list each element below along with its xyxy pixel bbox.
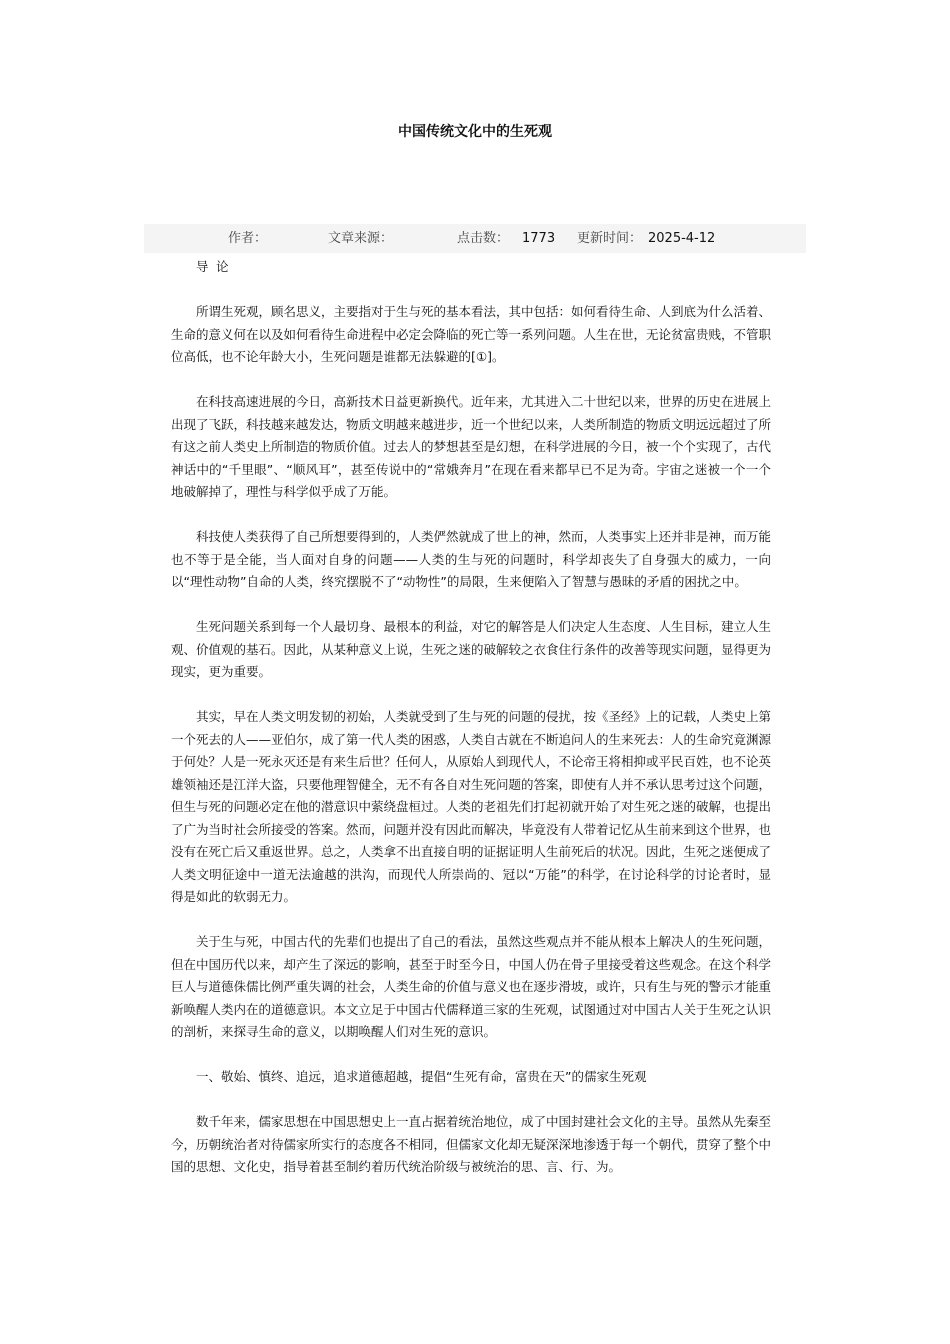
section-heading-intro: 导论 [196, 259, 237, 274]
article-body [171, 256, 771, 1201]
article-paragraph: 生死问题关系到每一个人最切身、最根本的利益，对它的解答是人们决定人生态度、人生目标，建立人生观、价值观的基石。因此，从某种意义上说，生死之迷的破解较之衣食住行条件的改善等现实问题，显得更为现实，更为重要。 [171, 619, 772, 679]
page-title: 中国传统文化中的生死观 [398, 124, 552, 140]
updated-value: 2025-4-12 [648, 231, 716, 246]
hits-value: 1773 [522, 231, 556, 246]
section-heading-confucian: 一、敬始、慎终、追远，追求道德超越，提倡“生死有命，富贵在天”的儒家生死观 [196, 1069, 647, 1084]
article-paragraph: 在科技高速进展的今日，高新技术日益更新换代。近年来，尤其进入二十世纪以来，世界的历史在进展上出现了飞跃，科技越来越发达，物质文明越来越进步，近一个世纪以来，人类所制造的物质文明远远超过了所有这之前人类史上所制造的物质价值。过去人的梦想甚至是幻想，在科学进展的今日，被一个个实现了，古代神话中的“千里眼”、“顺风耳”，甚至传说中的“常娥奔月”在现在看来都早已不足为奇。宇宙之迷被一个一个地破解掉了，理性与科学似乎成了万能。 [171, 394, 772, 499]
article-paragraph: 数千年来，儒家思想在中国思想史上一直占据着统治地位，成了中国封建社会文化的主导。虽然从先秦至今，历朝统治者对待儒家所实行的态度各不相同，但儒家文化却无疑深深地渗透于每一个朝代，贯穿了整个中国的思想、文化史，指导着甚至制约着历代统治阶级与被统治的思、言、行、为。 [171, 1114, 772, 1174]
author-label: 作者： [228, 231, 268, 246]
article-paragraph: 科技使人类获得了自己所想要得到的，人类俨然就成了世上的神，然而，人类事实上还并非是神，而万能也不等于是全能，当人面对自身的问题——人类的生与死的问题时，科学却丧失了自身强大的威力，一向以“理性动物”自命的人类，终究摆脱不了“动物性”的局限，生来便陷入了智慧与愚昧的矛盾的困扰之中。 [171, 529, 772, 589]
updated-label: 更新时间： [577, 231, 643, 246]
hits-label: 点击数： [457, 231, 510, 246]
article-paragraph: 所谓生死观，顾名思义，主要指对于生与死的基本看法，其中包括：如何看待生命、人到底为什么活着、生命的意义何在以及如何看待生命进程中必定会降临的死亡等一系列问题。人生在世，无论贫富贵贱，不管职位高低，也不论年龄大小，生死问题是谁都无法躲避的[①]。 [171, 304, 772, 364]
source-label: 文章来源： [328, 231, 394, 246]
article-paragraph: 其实，早在人类文明发韧的初始，人类就受到了生与死的问题的侵扰，按《圣经》上的记载，人类史上第一个死去的人——亚伯尔，成了第一代人类的困惑，人类自古就在不断追问人的生来死去：人的生命究竟渊源于何处？人是一死永灭还是有来生后世？任何人，从原始人到现代人，不论帝王将相抑或平民百姓，也不论英雄领袖还是江洋大盗，只要他理智健全，无不有各自对生死问题的答案，即使有人并不承认思考过这个问题，但生与死的问题必定在他的潜意识中萦绕盘桓过。人类的老祖先们打起初就开始了对生死之迷的破解，也提出了广为当时社会所接受的答案。然而，问题并没有因此而解决，毕竟没有人带着记忆从生前来到这个世界，也没有在死亡后又重返世界。总之，人类拿不出直接自明的证据证明人生前死后的状况。因此，生死之迷便成了人类文明征途中一道无法逾越的洪沟，而现代人所崇尚的、冠以“万能”的科学，在讨论科学的讨论者时，显得是如此的软弱无力。 [171, 709, 772, 904]
article-meta-bar [144, 224, 806, 253]
article-paragraph: 关于生与死，中国古代的先辈们也提出了自己的看法，虽然这些观点并不能从根本上解决人的生死问题，但在中国历代以来，却产生了深远的影响，甚至于时至今日，中国人仍在骨子里接受着这些观念。在这个科学巨人与道德侏儒比例严重失调的社会，人类生命的价值与意义也在逐步滑坡，或许，只有生与死的警示才能重新唤醒人类内在的道德意识。本文立足于中国古代儒释道三家的生死观，试图通过对中国古人关于生死之认识的剖析，来探寻生命的意义，以期唤醒人们对生死的意识。 [171, 934, 772, 1039]
